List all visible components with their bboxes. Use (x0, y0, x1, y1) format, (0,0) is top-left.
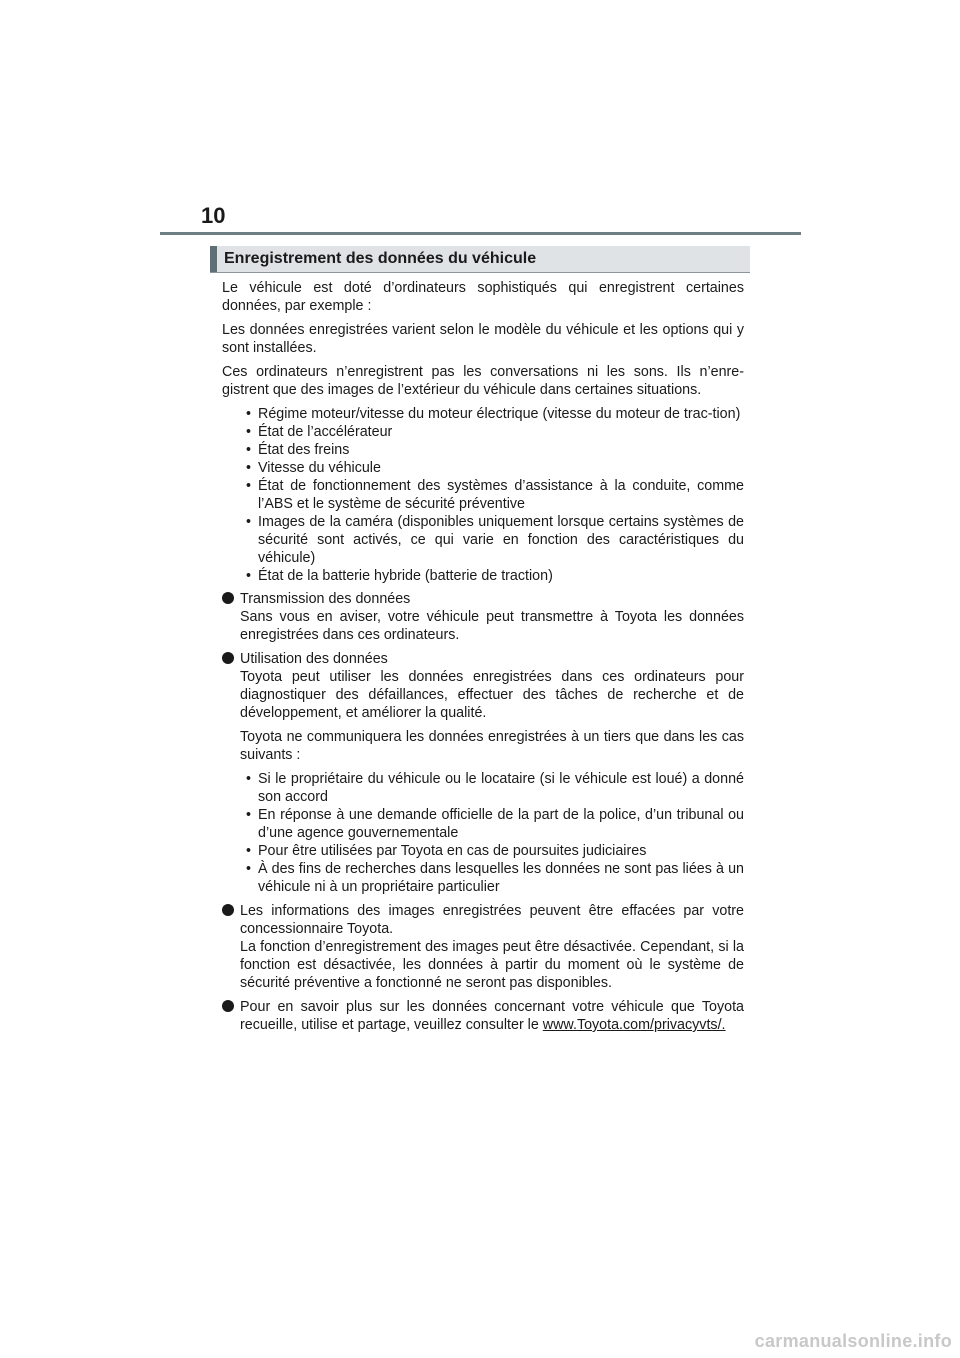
list-item: • Images de la caméra (disponibles uniquement lorsque certains systèmes de sécurité sont activés, ce qui varie en fonction des caractéristiques du véhicule) (246, 513, 744, 567)
third-party-cases-list (240, 770, 744, 896)
item-text: Toyota peut utiliser les données enregistrées dans ces ordinateurs pour diagnostiquer des défaillances, effectuer des tâches de recherche et de développement, et améliorer la qualité. (240, 669, 744, 721)
bullet-dot-icon (222, 592, 234, 604)
item-text: La fonction d’enregistrement des images peut être désactivée. Cependant, si la fonction est désactivée, les données à partir du moment où le système de sécurité préventive a fonctionné ne seront pas disponibles. (240, 939, 744, 991)
list-item: • État de la batterie hybride (batterie de traction) (246, 567, 744, 585)
bullet-dot-icon (222, 1000, 234, 1012)
section-header-bar (210, 246, 217, 272)
usage-item (222, 650, 744, 896)
list-item: • Régime moteur/vitesse du moteur électrique (vitesse du moteur de trac-tion) (246, 405, 744, 423)
more-info-text: Pour en savoir plus sur les données concernant votre véhicule que Toyota recueille, utilise et partage, veuillez consulter le (240, 999, 744, 1033)
section-title: Enregistrement des données du véhicule (224, 250, 537, 267)
list-item: • En réponse à une demande officielle de la part de la police, d’un tribunal ou d’une agence gouvernementale (246, 806, 744, 842)
bullet-dot-icon (222, 904, 234, 916)
more-info-item (222, 998, 744, 1034)
list-item: • À des fins de recherches dans lesquelles les données ne sont pas liées à un véhicule ni à un propriétaire particulier (246, 860, 744, 896)
item-title: Transmission des données (240, 591, 411, 607)
content (222, 279, 744, 1040)
intro-paragraph: Le véhicule est doté d’ordinateurs sophistiqués qui enregistrent certaines données, par exemple : (222, 280, 744, 314)
page-number: 10 (201, 203, 226, 228)
transmission-item (222, 590, 744, 644)
privacy-link[interactable]: www.Toyota.com/privacyvts/. (542, 1017, 726, 1033)
bullet-dot-icon (222, 652, 234, 664)
images-info-item (222, 902, 744, 992)
item-title (240, 998, 744, 1034)
list-item: • État de fonctionnement des systèmes d’assistance à la conduite, comme l’ABS et le système de sécurité préventive (246, 477, 744, 513)
item-title: Les informations des images enregistrées peuvent être effacées par votre concessionnaire Toyota. (240, 903, 744, 937)
item-text: Sans vous en aviser, votre véhicule peut transmettre à Toyota les données enregistrées dans ces ordinateurs. (240, 609, 744, 643)
recorded-data-list (222, 405, 744, 585)
list-item: • État des freins (246, 441, 744, 459)
section-header (210, 246, 750, 273)
list-item: • État de l’accélérateur (246, 423, 744, 441)
intro-paragraph: Ces ordinateurs n’enregistrent pas les conversations ni les sons. Ils n’enre-gistrent que des images de l’extérieur du véhicule dans certaines situations. (222, 364, 744, 398)
list-item: • Si le propriétaire du véhicule ou le locataire (si le véhicule est loué) a donné son accord (246, 770, 744, 806)
item-text: Toyota ne communiquera les données enregistrées à un tiers que dans les cas suivants : (240, 729, 744, 763)
list-item: • Vitesse du véhicule (246, 459, 744, 477)
intro-paragraph: Les données enregistrées varient selon le modèle du véhicule et les options qui y sont installées. (222, 322, 744, 356)
watermark: carmanualsonline.info (754, 1331, 952, 1351)
top-rule (160, 232, 801, 235)
item-title: Utilisation des données (240, 651, 388, 667)
list-item: • Pour être utilisées par Toyota en cas de poursuites judiciaires (246, 842, 744, 860)
